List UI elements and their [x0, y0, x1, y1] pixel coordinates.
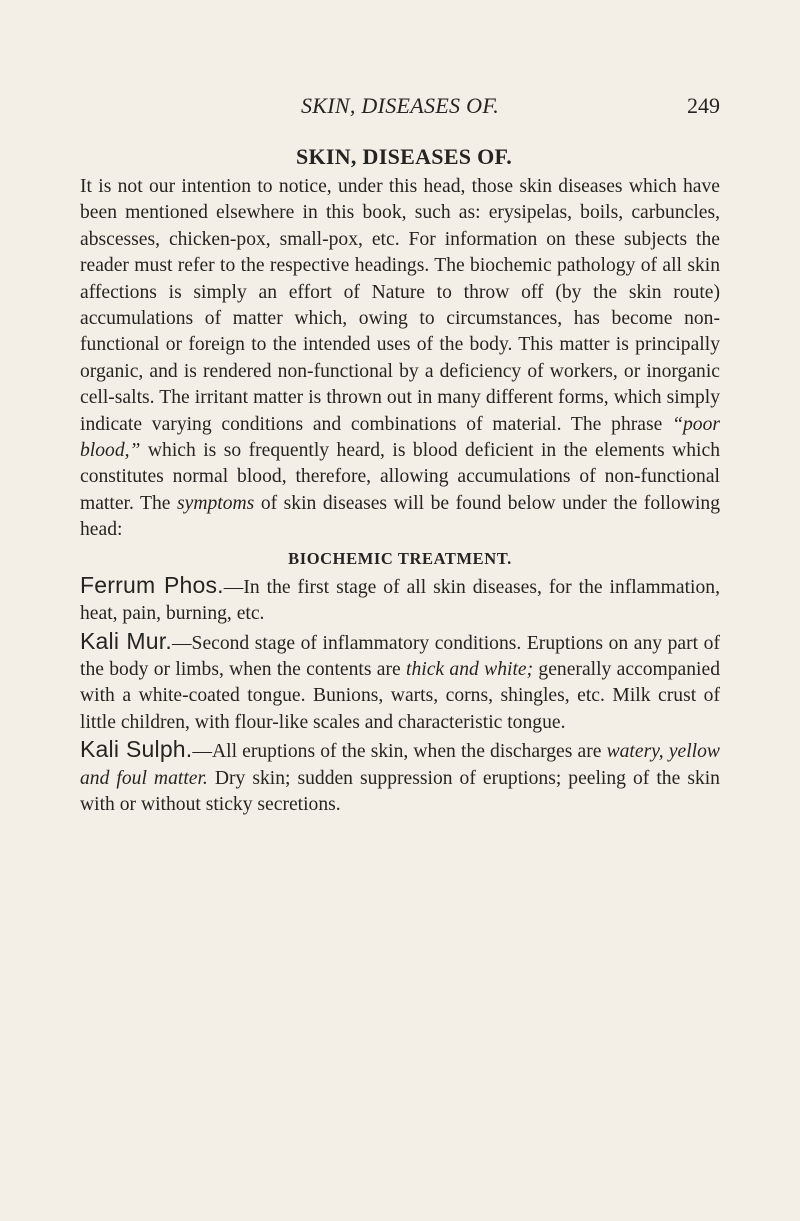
- remedy-paragraph-kali-mur: [80, 628, 720, 737]
- intro-text-3: of skin diseases will be found below under the following head:: [80, 492, 720, 541]
- remedy-paragraph-ferrum-phos: [80, 572, 720, 628]
- remedy-name: Ferrum Phos.: [80, 571, 224, 598]
- intro-paragraph: [80, 174, 720, 544]
- intro-text-2: which is so frequently heard, is blood deficient in the elements which constitutes normal blood, therefore, allowing accumulations of non-functional matter. The: [80, 440, 720, 514]
- running-head-title: SKIN, DISEASES OF.: [300, 93, 500, 118]
- remedy-name: Kali Sulph.: [80, 736, 193, 763]
- remedy-paragraph-kali-sulph: [80, 736, 720, 818]
- remedy-name: Kali Mur.: [80, 627, 172, 654]
- remedy-text-continued: generally accompanied with a white-coated tongue. Bunions, warts, corns, shingles, etc. Milk crust of little children, with flour-like scales and characteristic tongue.: [80, 658, 720, 733]
- intro-poor-blood: “poor blood,”: [80, 413, 720, 462]
- remedy-text: —In the first stage of all skin diseases, for the inflammation, heat, pain, burning, etc.: [80, 576, 720, 625]
- page-number: 249: [687, 93, 720, 118]
- intro-symptoms: symptoms: [177, 492, 255, 514]
- intro-text-1: It is not our intention to notice, under this head, those skin diseases which have been mentioned elsewhere in this book, such as: erysipelas, boils, carbuncles, abscesses, chicken-pox, small-pox, etc. For information on these subjects the reader must refer to the respective headings. The biochemic pathology of all skin affections is simply an effort of Nature to throw off (by the skin route) accumulations of matter which, owing to circumstances, has become non-functional or foreign to the intended uses of the body. This matter is principally organic, and is rendered non-functional by a deficiency of workers, or inorganic cell-salts. The irritant matter is thrown out in many different forms, which simply indicate varying conditions and combinations of material. The phrase: [80, 176, 720, 435]
- remedy-emphasis: watery, yellow and foul matter.: [80, 741, 720, 789]
- running-head: [80, 93, 720, 123]
- remedy-text: —Second stage of inflammatory conditions. Eruptions on any part of the body or limbs, when the contents are: [80, 632, 720, 680]
- section-heading: BIOCHEMIC TREATMENT.: [288, 548, 512, 568]
- chapter-title: SKIN, DISEASES OF.: [295, 144, 513, 169]
- page-content: [80, 140, 720, 818]
- remedy-text-continued: Dry skin; sudden suppression of eruptions; peeling of the skin with or without sticky secretions.: [80, 767, 720, 815]
- remedy-text: —All eruptions of the skin, when the discharges are: [192, 741, 607, 763]
- remedy-emphasis: thick and white;: [406, 658, 534, 680]
